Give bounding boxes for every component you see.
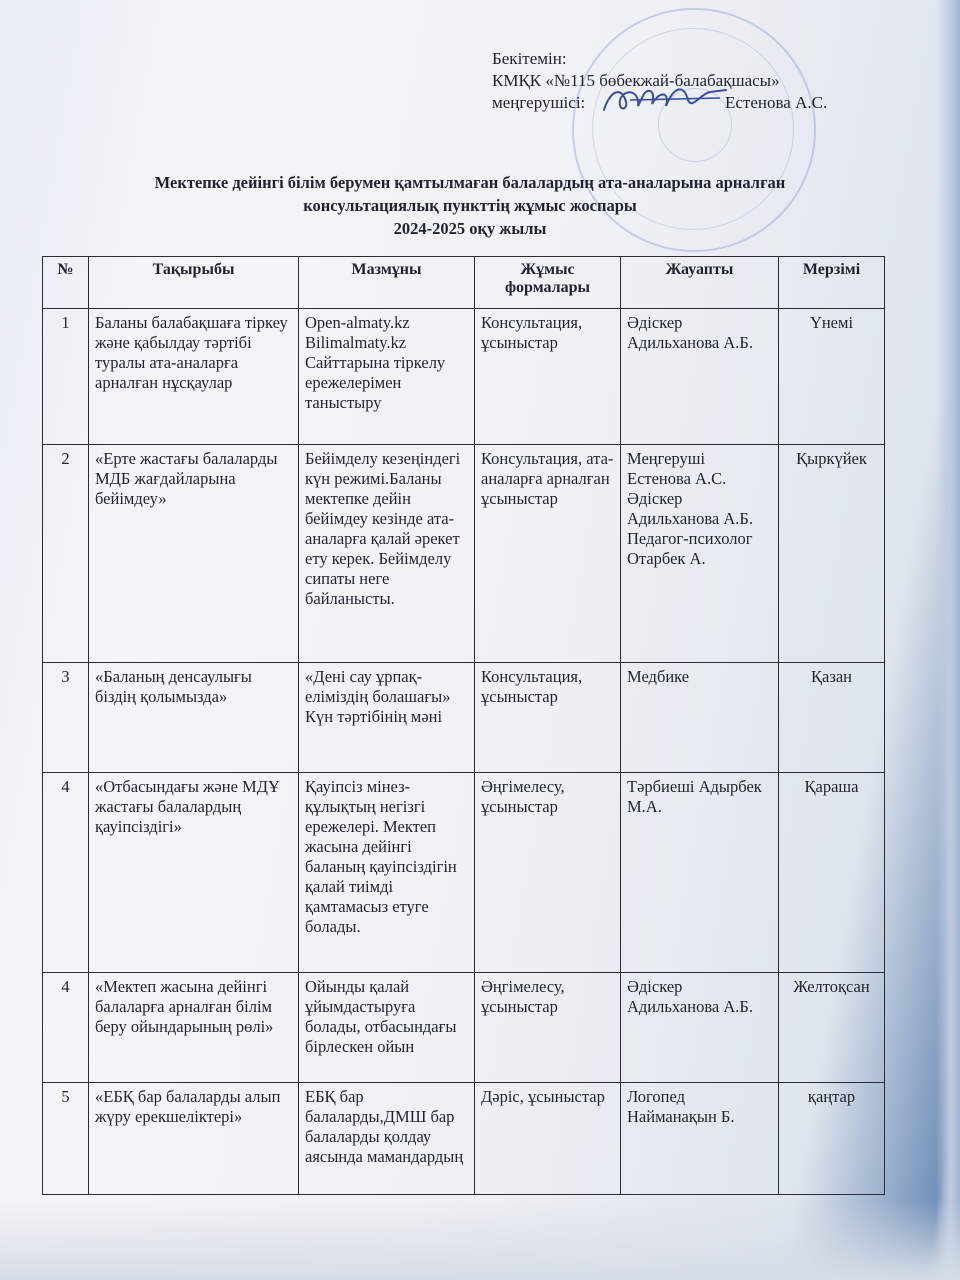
table-row: [43, 773, 885, 973]
header-number: №: [43, 257, 89, 309]
title-line-3: 2024-2025 оқу жылы: [393, 219, 547, 238]
row-content: «Дені сау ұрпақ-еліміздің болашағы» Күн тәртібінің мәні: [299, 663, 475, 773]
row-forms: Консультация, ұсыныстар: [475, 663, 621, 773]
row-forms: Консультация, ата-аналарға арналған ұсыныстар: [475, 445, 621, 663]
table-header-row: [43, 257, 885, 309]
approval-line-2: КМҚК «№115 бөбекжай-балабақшасы»: [492, 71, 780, 90]
row-forms: Әңгімелесу, ұсыныстар: [475, 973, 621, 1083]
header-content: Мазмұны: [299, 257, 475, 309]
row-topic: «Баланың денсаулығы біздің қолымызда»: [89, 663, 299, 773]
row-topic: «Мектеп жасына дейінгі балаларға арналған білім беру ойындарының рөлі»: [89, 973, 299, 1083]
row-topic: «ЕБҚ бар балаларды алып жүру ерекшеліктері»: [89, 1083, 299, 1195]
row-number: 3: [43, 663, 89, 773]
row-forms: Әңгімелесу, ұсыныстар: [475, 773, 621, 973]
plan-table: [42, 256, 885, 1195]
row-content: Қауіпсіз мінез-құлықтың негізгі ережелері. Мектеп жасына дейінгі баланың қауіпсіздігін қалай тиімді қамтамасыз етуге болады.: [299, 773, 475, 973]
header-forms: Жұмыс формалары: [475, 257, 621, 309]
row-number: 1: [43, 309, 89, 445]
row-responsible: Логопед Найманақын Б.: [621, 1083, 779, 1195]
row-term: Үнемі: [779, 309, 885, 445]
row-number: 2: [43, 445, 89, 663]
row-term: Қараша: [779, 773, 885, 973]
director-name: Естенова А.С.: [725, 93, 828, 112]
row-responsible: Медбике: [621, 663, 779, 773]
row-number: 4: [43, 973, 89, 1083]
table-row: [43, 1083, 885, 1195]
header-responsible: Жауапты: [621, 257, 779, 309]
row-number: 5: [43, 1083, 89, 1195]
row-responsible: Тәрбиеші Адырбек М.А.: [621, 773, 779, 973]
row-term: Желтоқсан: [779, 973, 885, 1083]
row-topic: «Ерте жастағы балаларды МДБ жағдайларына бейімдеу»: [89, 445, 299, 663]
row-content: Ойынды қалай ұйымдастыруға болады, отбасындағы бірлескен ойын: [299, 973, 475, 1083]
paper-edge: [936, 0, 960, 1280]
table-row: [43, 973, 885, 1083]
approval-line-3: меңгерушісі:: [492, 93, 586, 112]
row-responsible: Меңгеруші Естенова А.С. Әдіскер Адильханова А.Б. Педагог-психолог Отарбек А.: [621, 445, 779, 663]
approval-line-1: Бекітемін:: [492, 49, 567, 68]
row-topic: Баланы балабақшаға тіркеу және қабылдау тәртібі туралы ата-аналарға арналған нұсқаулар: [89, 309, 299, 445]
title-line-1: Мектепке дейінгі білім берумен қамтылмаған балалардың ата-аналарына арналған: [154, 173, 786, 192]
row-term: қаңтар: [779, 1083, 885, 1195]
row-content: Бейімделу кезеңіндегі күн режимі.Баланы мектепке дейін бейімдеу кезінде ата-аналарға қалай әрекет ету керек. Бейімделу сипаты неге байланысты.: [299, 445, 475, 663]
table-row: [43, 309, 885, 445]
row-responsible: Әдіскер Адильханова А.Б.: [621, 309, 779, 445]
signature-icon: [600, 80, 730, 120]
row-term: Қазан: [779, 663, 885, 773]
table-row: [43, 445, 885, 663]
row-forms: Консультация, ұсыныстар: [475, 309, 621, 445]
table-row: [43, 663, 885, 773]
row-content: ЕБҚ бар балаларды,ДМШ бар балаларды қолдау аясында мамандардың: [299, 1083, 475, 1195]
row-term: Қыркүйек: [779, 445, 885, 663]
row-topic: «Отбасындағы және МДҰ жастағы балалардың қауіпсіздігі»: [89, 773, 299, 973]
row-number: 4: [43, 773, 89, 973]
row-content: Open-almaty.kz Bilimalmaty.kz Сайттарына тіркелу ережелерімен таныстыру: [299, 309, 475, 445]
header-topic: Тақырыбы: [89, 257, 299, 309]
header-term: Мерзімі: [779, 257, 885, 309]
title-line-2: консультациялық пункттің жұмыс жоспары: [303, 196, 637, 215]
paper-shadow: [0, 1200, 960, 1280]
row-forms: Дәріс, ұсыныстар: [475, 1083, 621, 1195]
row-responsible: Әдіскер Адильханова А.Б.: [621, 973, 779, 1083]
